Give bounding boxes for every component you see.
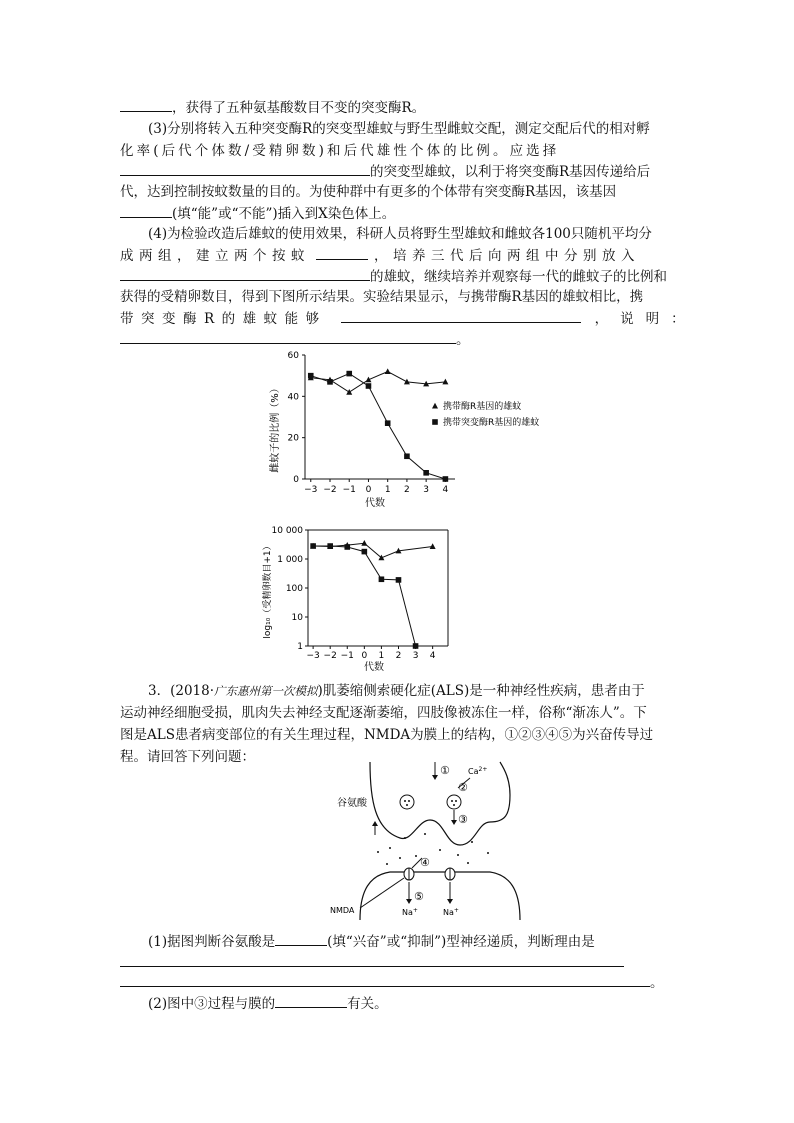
data-point-square (413, 643, 419, 649)
answer-blank[interactable] (120, 97, 172, 112)
y-tick-label: 1 000 (277, 555, 303, 565)
label-3: ③ (458, 813, 468, 826)
x-axis-label: 代数 (365, 498, 385, 509)
data-point-square (432, 419, 438, 425)
text-line: 获得的受精卵数目，得到下图所示结果。实验结果显示，与携带酶R基因的雄蚊相比，携 (120, 289, 644, 305)
x-tick-label: 1 (384, 485, 391, 495)
series-line (311, 374, 446, 479)
x-tick-label: 4 (429, 651, 436, 661)
x-tick-label: 2 (395, 651, 402, 661)
x-tick-label: −3 (306, 651, 320, 661)
y-axis-label: log₁₀（受精卵数目+1） (263, 541, 273, 639)
x-tick-label: 0 (365, 485, 372, 495)
answer-blank[interactable] (120, 161, 370, 176)
text-line: 的突变型雄蚊，以利于将突变酶R基因传递给后 (120, 161, 650, 182)
answer-blank[interactable] (275, 993, 347, 1008)
series-line (313, 546, 415, 646)
data-point-triangle (385, 368, 391, 374)
data-point-square (327, 543, 333, 549)
data-point-square (443, 476, 449, 482)
data-point-triangle (346, 389, 352, 395)
label-2: ② (458, 781, 468, 794)
answer-blank[interactable] (120, 952, 624, 967)
legend-label: 携带酶R基因的雄蚊 (443, 402, 522, 412)
y-tick-label: 10 (291, 613, 303, 623)
ca-label: $Ca^{2+}$ (468, 766, 488, 776)
y-tick-label: 0 (293, 475, 299, 485)
label-1: ① (440, 764, 450, 777)
answer-blank[interactable] (341, 308, 581, 323)
x-tick-label: −2 (323, 485, 337, 495)
answer-line: 。 (120, 972, 664, 993)
answer-blank[interactable] (120, 266, 370, 281)
x-tick-label: 1 (378, 651, 385, 661)
label-5: ⑤ (414, 890, 424, 903)
answer-blank[interactable] (316, 245, 368, 260)
data-point-triangle (430, 543, 436, 549)
question-3-line: 运动神经细胞受损，肌肉失去神经支配逐渐萎缩，四肢像被冻住一样，俗称“渐冻人”。下 (120, 705, 647, 721)
x-tick-label: 3 (412, 651, 419, 661)
x-tick-label: −2 (323, 651, 337, 661)
chart-female-ratio (260, 343, 590, 513)
data-point-square (310, 543, 316, 549)
na-label: Na+ (402, 907, 418, 917)
text-line: (填“能”或“不能”)插入到X染色体上。 (120, 203, 395, 224)
sub-question-1: (1)据图判断谷氨酸是 (填“兴奋”或“抑制”)型神经递质，判断理由是 (148, 931, 595, 952)
data-point-square (404, 453, 410, 459)
x-tick-label: 4 (442, 485, 449, 495)
text-line: (3)分别将转入五种突变酶R的突变型雄蚊与野生型雌蚊交配，测定交配后代的相对孵 (148, 121, 650, 137)
data-point-square (362, 549, 368, 555)
data-point-triangle (404, 379, 410, 385)
nmda-label: NMDA (330, 906, 355, 915)
glutamate-label: 谷氨酸 (337, 798, 367, 809)
data-point-triangle (432, 403, 438, 409)
data-point-square (379, 576, 385, 582)
data-point-triangle (361, 540, 367, 546)
data-point-square (308, 373, 314, 379)
text-line: (4)为检验改造后雄蚊的使用效果，科研人员将野生型雄蚊和雌蚊各100只随机平均分 (148, 226, 652, 242)
data-point-square (366, 383, 372, 389)
y-tick-label: 1 (297, 642, 303, 652)
legend-label: 携带突变酶R基因的雄蚊 (443, 418, 540, 428)
y-tick-label: 40 (287, 392, 299, 403)
text-line: 代，达到控制按蚊数量的目的。为使种群中有更多的个体带有突变酶R基因，该基因 (120, 184, 617, 200)
data-point-triangle (365, 377, 371, 383)
question-3-line: 3．(2018·广东惠州第一次模拟)肌萎缩侧索硬化症(ALS)是一种神经性疾病，患者由于 (148, 683, 645, 699)
answer-line (120, 952, 624, 973)
answer-blank[interactable] (120, 203, 172, 218)
synapse-diagram (330, 760, 570, 925)
answer-blank[interactable] (120, 972, 650, 987)
answer-blank[interactable] (120, 329, 456, 344)
text-line: ，获得了五种氨基酸数目不变的突变酶R。 (120, 97, 425, 118)
text-line: 成两组，建立两个按蚊 ，培养三代后向两组中分别放入 (120, 245, 640, 266)
data-point-square (346, 371, 352, 377)
y-tick-label: 20 (287, 433, 299, 444)
text-line: 的雄蚊，继续培养并观察每一代的雌蚊子的比例和 (120, 266, 667, 287)
data-point-square (327, 379, 333, 385)
data-point-square (344, 544, 350, 550)
chart-fertilized-eggs (256, 520, 476, 675)
x-tick-label: 3 (423, 485, 430, 495)
x-tick-label: −1 (340, 651, 354, 661)
text-line: 。 (120, 329, 470, 350)
x-tick-label: −3 (304, 485, 318, 495)
x-axis-label: 代数 (364, 662, 384, 673)
text-line: 带突变酶R的雄蚊能够 ，说明： (120, 308, 697, 329)
data-point-triangle (442, 379, 448, 385)
y-tick-label: 60 (287, 351, 299, 361)
y-tick-label: 10 000 (271, 526, 303, 536)
data-point-square (423, 470, 429, 476)
x-tick-label: −1 (342, 485, 356, 495)
na-label: Na+ (443, 907, 459, 917)
text-line: 化率(后代个体数/受精卵数)和后代雄性个体的比例。应选择 (120, 143, 560, 159)
question-3-line: 图是ALS患者病变部位的有关生理过程，NMDA为膜上的结构，①②③④⑤为兴奋传导过 (120, 727, 654, 743)
data-point-square (385, 420, 391, 426)
x-tick-label: 2 (404, 485, 410, 495)
sub-question-2: (2)图中③过程与膜的 有关。 (148, 993, 388, 1014)
data-point-square (396, 577, 402, 583)
label-4: ④ (420, 856, 430, 869)
y-axis-label: 雌蚊子的比例（%） (270, 383, 281, 473)
question-3-line: 程。请回答下列问题： (120, 749, 255, 765)
y-tick-label: 100 (285, 584, 303, 594)
answer-blank[interactable] (275, 931, 327, 946)
x-tick-label: 0 (361, 651, 368, 661)
